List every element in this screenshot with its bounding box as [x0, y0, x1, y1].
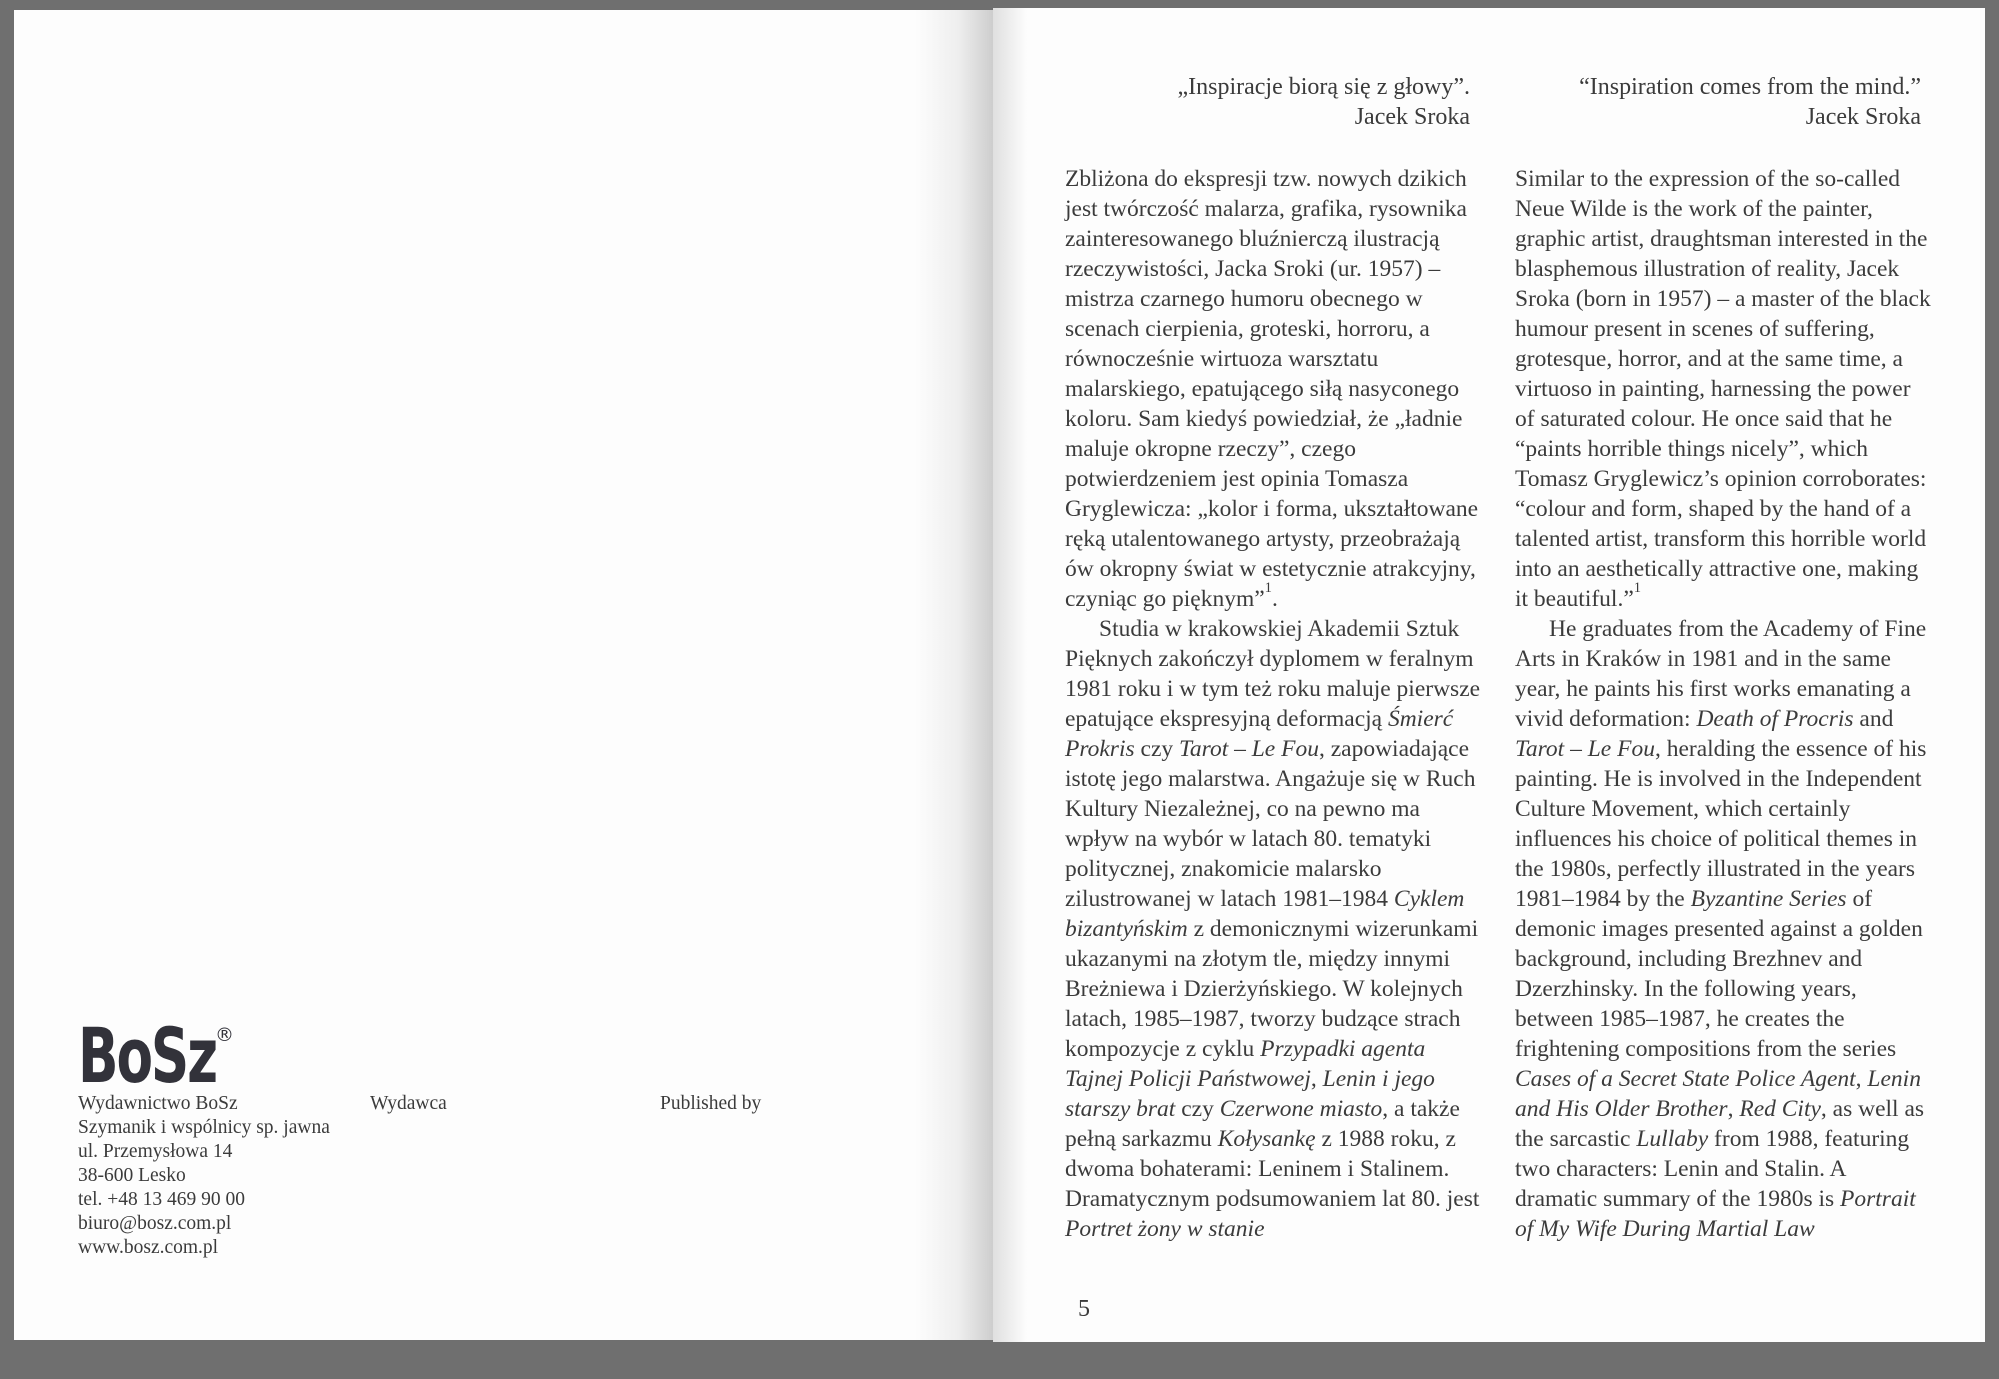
body-paragraph: Similar to the expression of the so-called Neue Wilde is the work of the painter, graphic artist, draughtsman interested in the blasphemous illustration of reality, Jacek Sroka (born in 1957) – a master of the black humour present in scenes of suffering, grotesque, horror, and at the same time, a virtuoso in painting, harnessing the power of saturated colour. He once said that he “paints horrible things nicely”, which Tomasz Gryglewicz’s opinion corroborates: “colour and form, shaped by the hand of a talented artist, transform this horrible world into an aesthetically attractive one, making it beautiful.”$^1$ — [1515, 166, 1931, 612]
english-quote-text: “Inspiration comes from the mind.” — [1579, 74, 1921, 100]
bosz-logo — [78, 1011, 216, 1100]
polish-quote-text: „Inspiracje biorą się z głowy”. — [1177, 74, 1470, 100]
publisher-label-polish: Wydawca — [370, 1093, 447, 1114]
registered-trademark-icon: ® — [215, 1024, 234, 1046]
page-number: 5 — [1078, 1296, 1090, 1322]
english-quote — [1515, 72, 1921, 132]
address-line: Wydawnictwo BoSz — [78, 1093, 238, 1114]
address-line: ul. Przemysłowa 14 — [78, 1141, 233, 1162]
polish-quote — [1065, 72, 1470, 132]
address-line: Szymanik i wspólnicy sp. jawna — [78, 1117, 330, 1138]
publisher-address — [78, 1092, 330, 1260]
english-text-column — [1515, 164, 1931, 1244]
address-line: 38-600 Lesko — [78, 1165, 186, 1186]
body-paragraph: Studia w krakowskiej Akademii Sztuk Pięknych zakończył dyplomem w feralnym 1981 roku i w tym też roku maluje pierwsze epatujące ekspresyjną deformacją Śmierć Prokris czy Tarot – Le Fou, zapowiadające istotę jego malarstwa. Angażuje się w Ruch Kultury Niezależnej, co na pewno ma wpływ na wybór w latach 80. tematyki politycznej, znakomicie malarsko zilustrowanej w latach 1981–1984 Cyklem bizantyńskim z demonicznymi wizerunkami ukazanymi na złotym tle, między innymi Breżniewa i Dzierżyńskiego. W kolejnych latach, 1985–1987, tworzy budzące strach kompozycje z cyklu Przypadki agenta Tajnej Policji Państwowej, Lenin i jego starszy brat czy Czerwone miasto, a także pełną sarkazmu Kołysankę z 1988 roku, z dwoma bohaterami: Leninem i Stalinem. Dramatycznym podsumowaniem lat 80. jest Portret żony w stanie — [1065, 616, 1481, 1242]
address-line: tel. +48 13 469 90 00 — [78, 1189, 245, 1210]
address-line: biuro@bosz.com.pl — [78, 1213, 232, 1234]
english-quote-attribution: Jacek Sroka — [1805, 104, 1921, 130]
polish-quote-attribution: Jacek Sroka — [1354, 104, 1470, 130]
address-line: www.bosz.com.pl — [78, 1237, 219, 1258]
publisher-label-english: Published by — [660, 1093, 762, 1114]
body-paragraph: He graduates from the Academy of Fine Arts in Kraków in 1981 and in the same year, he paints his first works emanating a vivid deformation: Death of Procris and Tarot – Le Fou, heralding the essence of his painting. He is involved in the Independent Culture Movement, which certainly influences his choice of political themes in the 1980s, perfectly illustrated in the years 1981–1984 by the Byzantine Series of demonic images presented against a golden background, including Brezhnev and Dzerzhinsky. In the following years, between 1985–1987, he creates the frightening compositions from the series Cases of a Secret State Police Agent, Lenin and His Older Brother, Red City, as well as the sarcastic Lullaby from 1988, featuring two characters: Lenin and Stalin. A dramatic summary of the 1980s is Portrait of My Wife During Martial Law — [1515, 616, 1927, 1242]
right-page — [993, 8, 1985, 1342]
body-paragraph: Zbliżona do ekspresji tzw. nowych dzikich jest twórczość malarza, grafika, rysownika zainteresowanego bluźnierczą ilustracją rzeczywistości, Jacka Sroki (ur. 1957) – mistrza czarnego humoru obecnego w scenach cierpienia, groteski, horroru, a równocześnie wirtuoza warsztatu malarskiego, epatującego siłą nasyconego koloru. Sam kiedyś powiedział, że „ładnie maluje okropne rzeczy”, czego potwierdzeniem jest opinia Tomasza Gryglewicza: „kolor i forma, ukształtowane ręką utalentowanego artysty, przeobrażają ów okropny świat w estetycznie atrakcyjny, czyniąc go pięknym”$^1$. — [1065, 166, 1479, 612]
bosz-logo-text: BoSz — [78, 1011, 216, 1100]
polish-text-column — [1065, 164, 1481, 1244]
left-page — [14, 10, 993, 1340]
